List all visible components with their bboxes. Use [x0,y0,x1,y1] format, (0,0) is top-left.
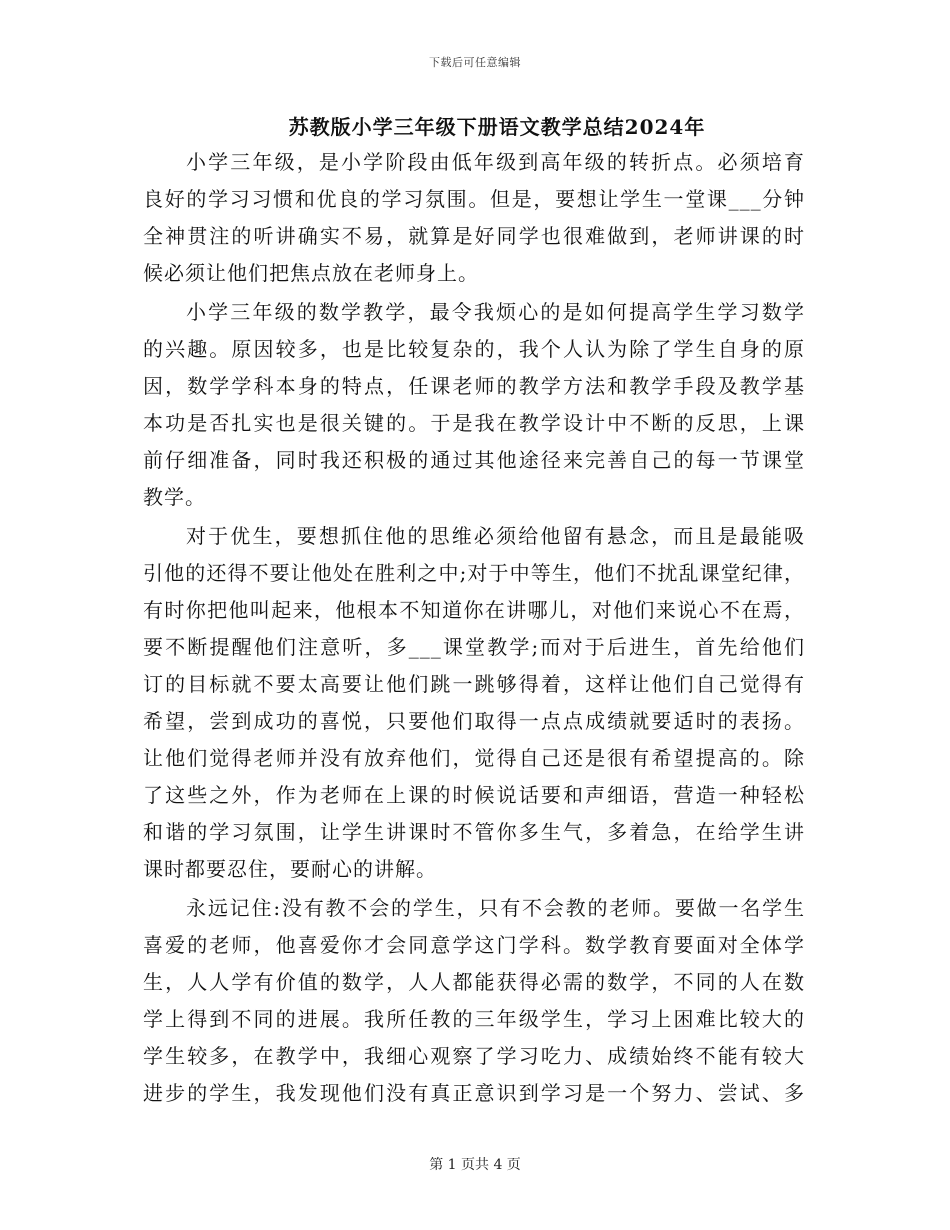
text-line: 要不断提醒他们注意听，多___课堂教学;而对于后进生，首先给他们 [143,635,805,659]
text-line: 本功是否扎实也是很关键的。于是我在教学设计中不断的反思，上课 [143,411,805,435]
text-line: 前仔细准备，同时我还积极的通过其他途径来完善自己的每一节课堂 [143,448,805,472]
header-note: 下载后可任意编辑 [429,56,521,69]
text-line: 对于优生，要想抓住他的思维必须给他留有悬念，而且是最能吸 [186,524,805,548]
page-number: 第 1 页共 4 页 [429,1157,521,1173]
text-line: 进步的学生，我发现他们没有真正意识到学习是一个努力、尝试、多 [143,1081,805,1105]
paragraph-4 [143,890,805,1112]
text-line: 生，人人学有价值的数学，人人都能获得必需的数学，不同的人在数 [143,970,805,994]
text-line: 小学三年级，是小学阶段由低年级到高年级的转折点。必须培育 [186,150,805,174]
text-line: 全神贯注的听讲确实不易，就算是好同学也很难做到，老师讲课的时 [143,224,805,248]
paragraph-3 [143,518,805,888]
text-line: 教学。 [143,485,206,509]
text-line: 有时你把他叫起来，他根本不知道你在讲哪儿，对他们来说心不在焉， [143,598,805,622]
text-line: 因，数学学科本身的特点，任课老师的教学方法和教学手段及教学基 [143,374,805,398]
text-line: 引他的还得不要让他处在胜利之中;对于中等生，他们不扰乱课堂纪律， [143,561,805,585]
document-body [143,144,805,1112]
text-line: 和谐的学习氛围，让学生讲课时不管你多生气，多着急，在给学生讲 [143,820,805,844]
text-line: 良好的学习习惯和优良的学习氛围。但是，要想让学生一堂课___分钟 [143,187,805,211]
text-line: 小学三年级的数学教学，最令我烦心的是如何提高学生学习数学 [186,300,805,324]
text-line: 学上得到不同的进展。我所任教的三年级学生，学习上困难比较大的 [143,1007,805,1031]
text-line: 喜爱的老师，他喜爱你才会同意学这门学科。数学教育要面对全体学 [143,933,805,957]
text-line: 了这些之外，作为老师在上课的时候说话要和声细语，营造一种轻松 [143,783,805,807]
text-line: 让他们觉得老师并没有放弃他们，觉得自己还是很有希望提高的。除 [143,746,805,770]
text-line: 希望，尝到成功的喜悦，只要他们取得一点点成绩就要适时的表扬。 [143,709,805,733]
text-line: 的兴趣。原因较多，也是比较复杂的，我个人认为除了学生自身的原 [143,337,805,361]
paragraph-2 [143,294,805,516]
text-line: 永远记住:没有教不会的学生，只有不会教的老师。要做一名学生 [186,896,805,920]
text-line: 订的目标就不要太高要让他们跳一跳够得着，这样让他们自己觉得有 [143,672,805,696]
text-line: 学生较多，在教学中，我细心观察了学习吃力、成绩始终不能有较大 [143,1044,805,1068]
paragraph-1 [143,144,805,292]
document-title: 苏教版小学三年级下册语文教学总结2024年 [288,115,706,139]
text-line: 课时都要忍住，要耐心的讲解。 [143,857,437,881]
text-line: 候必须让他们把焦点放在老师身上。 [143,261,479,285]
